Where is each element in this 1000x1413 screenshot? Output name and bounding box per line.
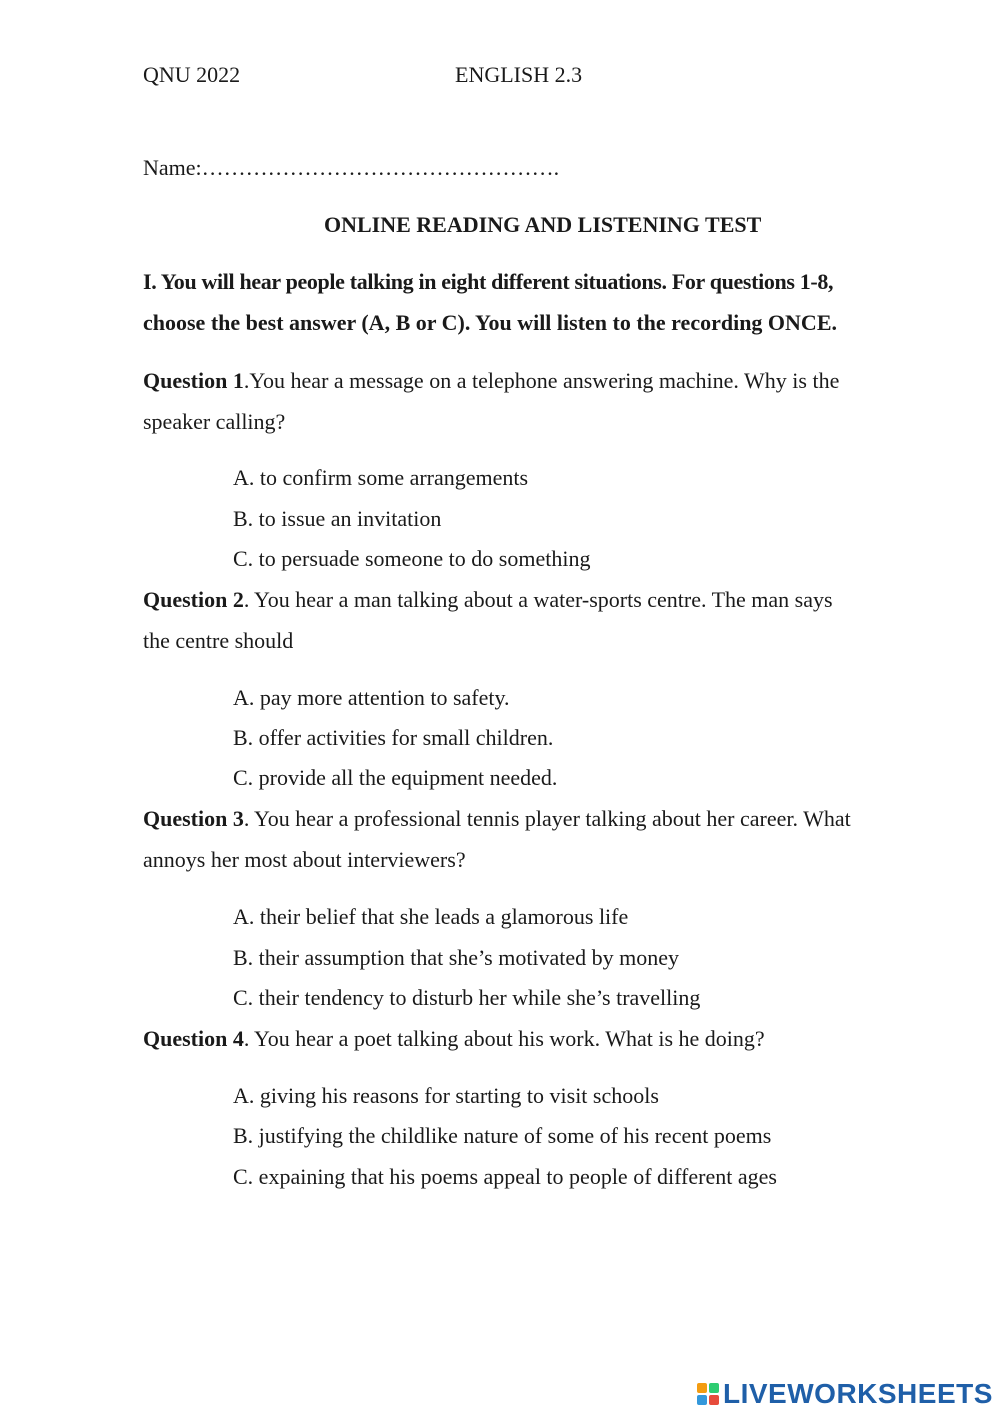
logo-mark-square	[697, 1395, 707, 1405]
page-title: ONLINE READING AND LISTENING TEST	[324, 212, 762, 237]
question-1	[143, 368, 839, 394]
logo-mark-icon	[697, 1383, 719, 1405]
question-text: . You hear a professional tennis player talking about her career. What	[243, 806, 851, 831]
question-4-option-c[interactable]: C. expaining that his poems appeal to people of different ages	[233, 1164, 777, 1189]
logo-mark-square	[697, 1383, 707, 1393]
question-text: . You hear a man talking about a water-sports centre. The man says	[243, 587, 833, 612]
liveworksheets-logo[interactable]	[697, 1378, 993, 1410]
question-2	[143, 587, 833, 613]
question-3-option-c[interactable]: C. their tendency to disturb her while she’s travelling	[233, 985, 701, 1010]
question-2-text-cont: the centre should	[143, 628, 294, 653]
question-3-text-cont: annoys her most about interviewers?	[143, 847, 466, 872]
question-text: .You hear a message on a telephone answering machine. Why is the	[243, 368, 840, 393]
question-2-option-a[interactable]: A. pay more attention to safety.	[233, 685, 510, 710]
logo-mark-square	[709, 1395, 719, 1405]
question-label: Question 2	[143, 587, 244, 612]
question-2-option-b[interactable]: B. offer activities for small children.	[233, 725, 554, 750]
question-1-option-a[interactable]: A. to confirm some arrangements	[233, 465, 529, 490]
question-label: Question 1	[143, 368, 244, 393]
question-4-option-b[interactable]: B. justifying the childlike nature of some of his recent poems	[233, 1123, 772, 1148]
question-3-option-b[interactable]: B. their assumption that she’s motivated by money	[233, 945, 680, 970]
section-instruction-line-1: I. You will hear people talking in eight different situations. For questions 1-8,	[143, 269, 834, 294]
question-text: . You hear a poet talking about his work. What is he doing?	[243, 1026, 765, 1051]
question-1-option-c[interactable]: C. to persuade someone to do something	[233, 546, 591, 571]
question-label: Question 3	[143, 806, 244, 831]
question-4-option-a[interactable]: A. giving his reasons for starting to visit schools	[233, 1083, 659, 1108]
question-3	[143, 806, 851, 832]
name-field[interactable]: Name:………………………………………….	[143, 155, 560, 180]
logo-text: LIVEWORKSHEETS	[723, 1378, 993, 1409]
question-label: Question 4	[143, 1026, 244, 1051]
question-1-text-cont: speaker calling?	[143, 409, 286, 434]
question-1-option-b[interactable]: B. to issue an invitation	[233, 506, 442, 531]
header-right: ENGLISH 2.3	[455, 62, 583, 87]
question-3-option-a[interactable]: A. their belief that she leads a glamorous life	[233, 904, 629, 929]
question-4	[143, 1026, 765, 1052]
question-2-option-c[interactable]: C. provide all the equipment needed.	[233, 765, 558, 790]
header-left: QNU 2022	[143, 62, 241, 87]
section-instruction-line-2: choose the best answer (A, B or C). You will listen to the recording ONCE.	[143, 310, 837, 335]
logo-mark-square	[709, 1383, 719, 1393]
